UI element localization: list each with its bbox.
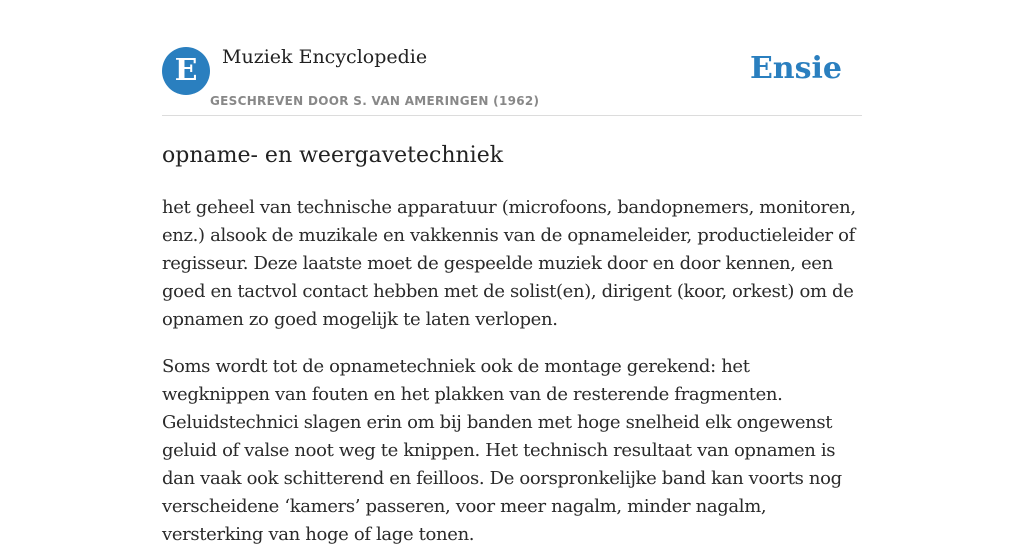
entry-paragraph: Soms wordt tot de opnametechniek ook de montage gerekend: het wegknippen van fouten en het plakken van de resterende fragmenten. Geluidstechnici slagen erin om bij banden met hoge snelheid elk ongewenst geluid of valse noot weg te knippen. Het technisch resultaat van opnamen is dan vaak ook schitterend en feilloos. De oorspronkelijke band kan voorts nog verscheidene ‘kamers’ passeren, voor meer nagalm, minder nagalm, versterking van hoge of lage tonen. [162,356,842,545]
article-page [162,0,862,545]
ensie-brand-logo[interactable]: Ensie [749,51,842,86]
entry-body [162,194,862,549]
source-logo-icon[interactable]: E [162,47,210,95]
author-byline: GESCHREVEN DOOR S. VAN AMERINGEN (1962) [210,94,540,108]
source-title-link[interactable]: Muziek Encyclopedie [222,46,428,68]
entry-title: opname- en weergavetechniek [162,143,504,168]
page-header [162,0,862,116]
entry-paragraph: het geheel van technische apparatuur (microfoons, bandopnemers, monitoren, enz.) alsook de muzikale en vakkennis van de opnameleider, productieleider of regisseur. Deze laatste moet de gespeelde muziek door en door kennen, een goed en tactvol contact hebben met de solist(en), dirigent (koor, orkest) om de opnamen zo goed mogelijk te laten verlopen. [162,197,856,330]
